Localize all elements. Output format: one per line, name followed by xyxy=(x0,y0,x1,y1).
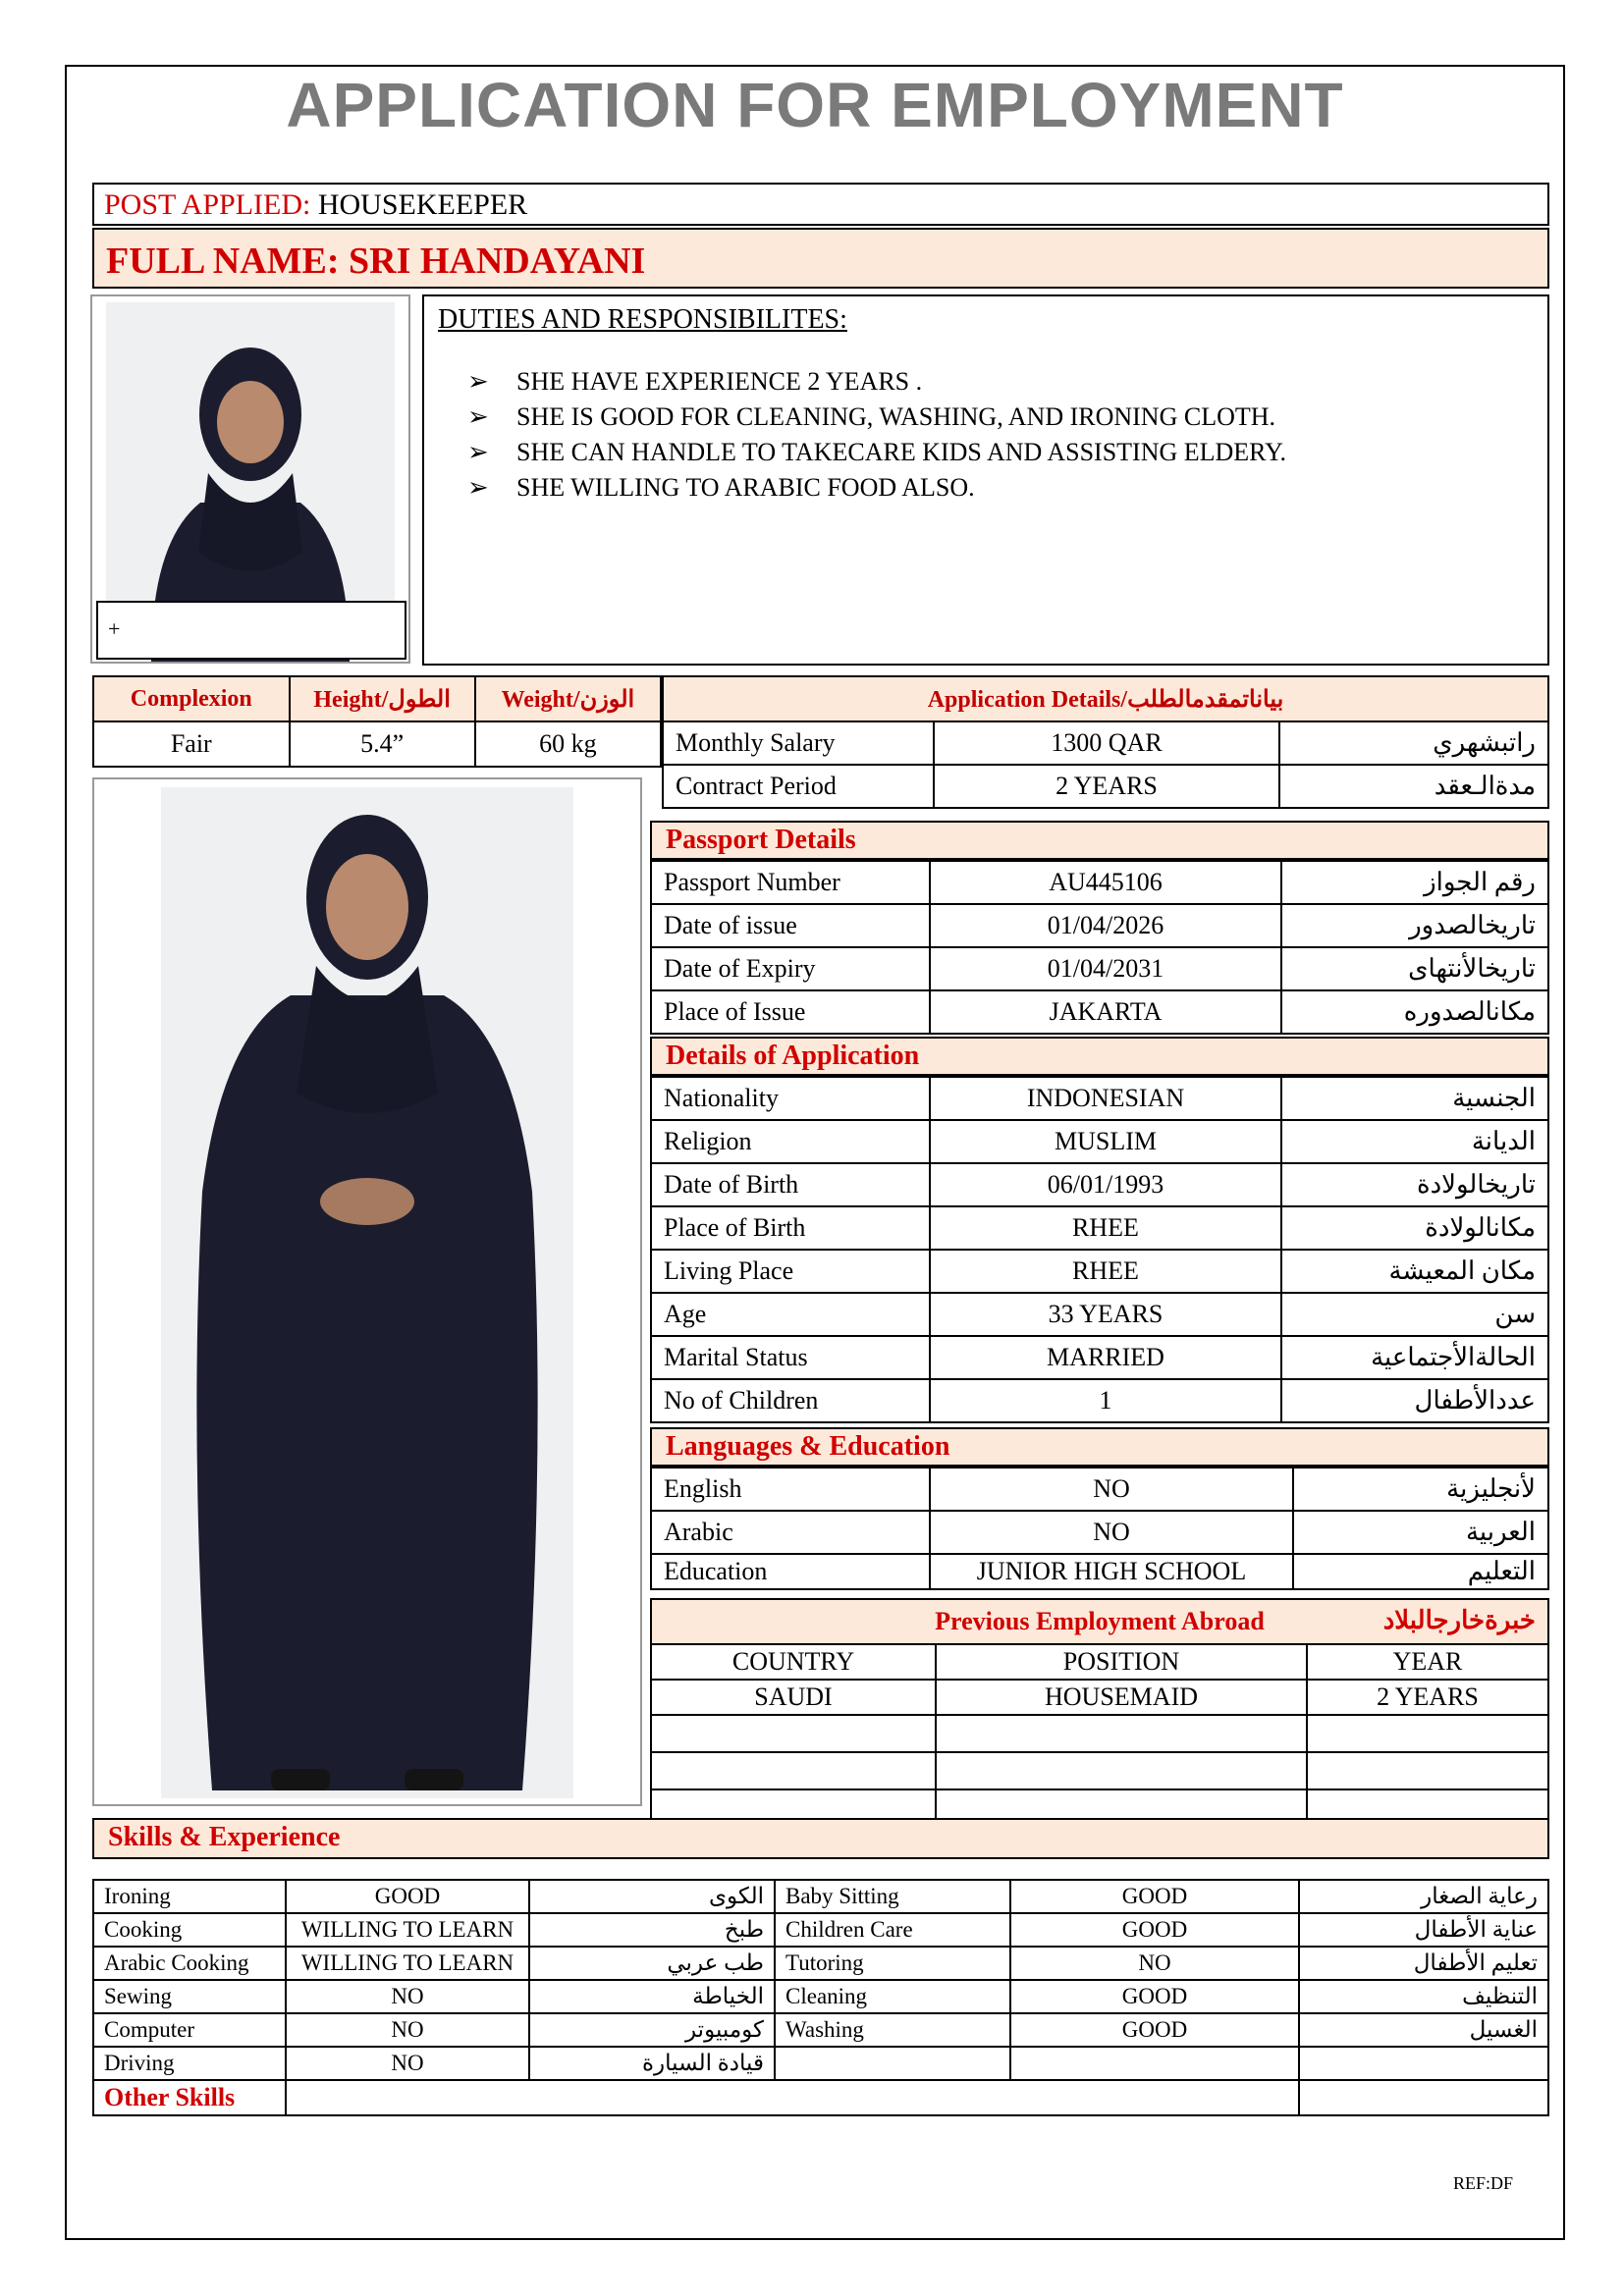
table-cell: 33 YEARS xyxy=(930,1293,1281,1336)
duties-heading: DUTIES AND RESPONSIBILITES: xyxy=(438,304,847,335)
skills-table xyxy=(92,1879,1549,2116)
table-cell: مكان المعيشة xyxy=(1281,1250,1548,1293)
post-label: POST APPLIED: xyxy=(104,188,311,221)
table-cell: Cooking xyxy=(93,1913,286,1947)
details-of-application-table xyxy=(650,1076,1549,1423)
height-value: 5.4” xyxy=(290,721,475,767)
table-cell xyxy=(775,2047,1010,2080)
table-cell: Religion xyxy=(651,1120,930,1163)
table-cell: مدةالـعقد xyxy=(1279,765,1548,808)
table-cell: سن xyxy=(1281,1293,1548,1336)
table-cell: قيادة السيارة xyxy=(529,2047,775,2080)
table-cell: الحالةالأجتماعية xyxy=(1281,1336,1548,1379)
passport-header: Passport Details xyxy=(650,821,1549,860)
table-cell: طبخ xyxy=(529,1913,775,1947)
bullet-arrow-icon: ➢ xyxy=(467,402,489,431)
height-header: Height/الطول xyxy=(290,676,475,721)
table-cell: التعليم xyxy=(1293,1554,1548,1589)
text-span: SHE CAN HANDLE TO TAKECARE KIDS AND ASSISTING ELDERY. xyxy=(516,438,1286,466)
full-body-photo xyxy=(92,777,642,1806)
table-cell: Date of issue xyxy=(651,904,930,947)
application-details-table xyxy=(662,675,1549,809)
post-value: HOUSEKEEPER xyxy=(317,188,528,221)
table-cell: GOOD xyxy=(1010,1913,1299,1947)
table-cell: NO xyxy=(286,2047,529,2080)
table-cell: Monthly Salary xyxy=(663,721,934,765)
table-cell: Arabic Cooking xyxy=(93,1947,286,1980)
table-cell: 01/04/2026 xyxy=(930,904,1281,947)
post-applied xyxy=(92,183,1549,226)
duty-item xyxy=(467,438,1534,467)
bullet-arrow-icon: ➢ xyxy=(467,473,489,502)
table-cell: Marital Status xyxy=(651,1336,930,1379)
table-cell: Date of Birth xyxy=(651,1163,930,1206)
table-cell: NO xyxy=(286,2013,529,2047)
table-cell: لأنجليزية xyxy=(1293,1468,1548,1511)
table-cell: عددالأطفال xyxy=(1281,1379,1548,1422)
weight-header: Weight/الوزن xyxy=(475,676,661,721)
table-cell: GOOD xyxy=(286,1880,529,1913)
table-cell: WILLING TO LEARN xyxy=(286,1913,529,1947)
table-cell: Washing xyxy=(775,2013,1010,2047)
skills-header: Skills & Experience xyxy=(92,1818,1549,1859)
table-cell: تاريخالأنتهاى xyxy=(1281,947,1548,990)
table-cell: رقم الجواز xyxy=(1281,861,1548,904)
table-cell: JAKARTA xyxy=(930,990,1281,1034)
previous-employment-header-arabic: خبرةخارجالبلاد xyxy=(1382,1606,1536,1634)
table-cell: 2 YEARS xyxy=(1307,1680,1548,1715)
table-cell: NO xyxy=(930,1511,1293,1554)
table-cell: RHEE xyxy=(930,1250,1281,1293)
table-cell: Education xyxy=(651,1554,930,1589)
table-cell: Sewing xyxy=(93,1980,286,2013)
table-cell: تاريخالولادة xyxy=(1281,1163,1548,1206)
table-cell xyxy=(1010,2047,1299,2080)
complexion-value: Fair xyxy=(93,721,290,767)
table-cell: Baby Sitting xyxy=(775,1880,1010,1913)
table-cell xyxy=(936,1752,1307,1789)
table-cell: مكانالصدوره xyxy=(1281,990,1548,1034)
duty-item xyxy=(467,402,1534,432)
table-cell: كومبيوتر xyxy=(529,2013,775,2047)
table-cell: 01/04/2031 xyxy=(930,947,1281,990)
bullet-arrow-icon: ➢ xyxy=(467,367,489,396)
table-cell: الجنسية xyxy=(1281,1077,1548,1120)
table-cell: Living Place xyxy=(651,1250,930,1293)
table-cell: تعليم الأطفال xyxy=(1299,1947,1548,1980)
table-cell: COUNTRY xyxy=(651,1644,936,1680)
table-cell: INDONESIAN xyxy=(930,1077,1281,1120)
table-cell xyxy=(1307,1715,1548,1752)
text-span: SHE WILLING TO ARABIC FOOD ALSO. xyxy=(516,473,975,502)
table-cell: Place of Birth xyxy=(651,1206,930,1250)
table-cell: 1300 QAR xyxy=(934,721,1279,765)
other-skills-label: Other Skills xyxy=(93,2080,286,2115)
table-cell: Tutoring xyxy=(775,1947,1010,1980)
languages-header: Languages & Education xyxy=(650,1427,1549,1467)
table-cell: No of Children xyxy=(651,1379,930,1422)
duty-item xyxy=(467,367,1534,397)
table-cell xyxy=(651,1715,936,1752)
details-of-application-header: Details of Application xyxy=(650,1037,1549,1076)
table-cell: طب عربي xyxy=(529,1947,775,1980)
table-cell: Driving xyxy=(93,2047,286,2080)
table-cell: 06/01/1993 xyxy=(930,1163,1281,1206)
table-cell: Arabic xyxy=(651,1511,930,1554)
table-cell: MUSLIM xyxy=(930,1120,1281,1163)
weight-value: 60 kg xyxy=(475,721,661,767)
table-cell: RHEE xyxy=(930,1206,1281,1250)
bullet-arrow-icon: ➢ xyxy=(467,438,489,466)
text-span: SHE HAVE EXPERIENCE 2 YEARS . xyxy=(516,367,923,396)
table-cell xyxy=(1299,2047,1548,2080)
table-cell xyxy=(936,1715,1307,1752)
table-cell: راتبشهري xyxy=(1279,721,1548,765)
photo-caption: + xyxy=(96,601,406,660)
duty-item xyxy=(467,473,1534,503)
passport-table xyxy=(650,860,1549,1035)
table-cell xyxy=(651,1752,936,1789)
page-title: APPLICATION FOR EMPLOYMENT xyxy=(286,70,1344,140)
previous-employment-header xyxy=(651,1599,1548,1644)
table-cell: Place of Issue xyxy=(651,990,930,1034)
physical-table xyxy=(92,675,662,768)
table-cell: مكانالولادة xyxy=(1281,1206,1548,1250)
table-cell: GOOD xyxy=(1010,1880,1299,1913)
table-cell: HOUSEMAID xyxy=(936,1680,1307,1715)
table-cell: التنظيف xyxy=(1299,1980,1548,2013)
table-cell: JUNIOR HIGH SCHOOL xyxy=(930,1554,1293,1589)
duties-box xyxy=(422,294,1549,666)
previous-employment-table xyxy=(650,1598,1549,1828)
table-cell: Passport Number xyxy=(651,861,930,904)
table-cell: SAUDI xyxy=(651,1680,936,1715)
text-span: SHE IS GOOD FOR CLEANING, WASHING, AND IRONING CLOTH. xyxy=(516,402,1276,431)
table-cell: GOOD xyxy=(1010,2013,1299,2047)
table-cell: AU445106 xyxy=(930,861,1281,904)
table-cell: Cleaning xyxy=(775,1980,1010,2013)
table-cell: 1 xyxy=(930,1379,1281,1422)
table-cell: Age xyxy=(651,1293,930,1336)
table-cell: الديانة xyxy=(1281,1120,1548,1163)
reference-code: REF:DF xyxy=(1453,2173,1514,2193)
table-cell: GOOD xyxy=(1010,1980,1299,2013)
table-cell: تاريخالصدور xyxy=(1281,904,1548,947)
table-cell: Ironing xyxy=(93,1880,286,1913)
table-cell: العربية xyxy=(1293,1511,1548,1554)
complexion-header: Complexion xyxy=(93,676,290,721)
table-cell: POSITION xyxy=(936,1644,1307,1680)
table-cell: Nationality xyxy=(651,1077,930,1120)
table-cell: YEAR xyxy=(1307,1644,1548,1680)
table-cell: Computer xyxy=(93,2013,286,2047)
table-cell: الكوى xyxy=(529,1880,775,1913)
table-cell: NO xyxy=(286,1980,529,2013)
table-cell: English xyxy=(651,1468,930,1511)
table-cell: Contract Period xyxy=(663,765,934,808)
duties-list xyxy=(438,367,1534,503)
table-cell: Date of Expiry xyxy=(651,947,930,990)
table-cell: الخياطة xyxy=(529,1980,775,2013)
text-span: Previous Employment Abroad xyxy=(935,1607,1265,1635)
table-cell: رعاية الصغار xyxy=(1299,1880,1548,1913)
other-skills-value xyxy=(286,2080,1299,2115)
table-cell xyxy=(1307,1752,1548,1789)
table-cell: WILLING TO LEARN xyxy=(286,1947,529,1980)
full-name: FULL NAME: SRI HANDAYANI xyxy=(92,228,1549,289)
table-cell: MARRIED xyxy=(930,1336,1281,1379)
table-cell: 2 YEARS xyxy=(934,765,1279,808)
table-cell: NO xyxy=(930,1468,1293,1511)
languages-table xyxy=(650,1467,1549,1590)
application-details-header: Application Details/بياناتمقدمالطلب xyxy=(663,676,1548,721)
table-cell: الغسيل xyxy=(1299,2013,1548,2047)
table-cell: عناية الأطفال xyxy=(1299,1913,1548,1947)
table-cell: NO xyxy=(1010,1947,1299,1980)
table-cell: Children Care xyxy=(775,1913,1010,1947)
